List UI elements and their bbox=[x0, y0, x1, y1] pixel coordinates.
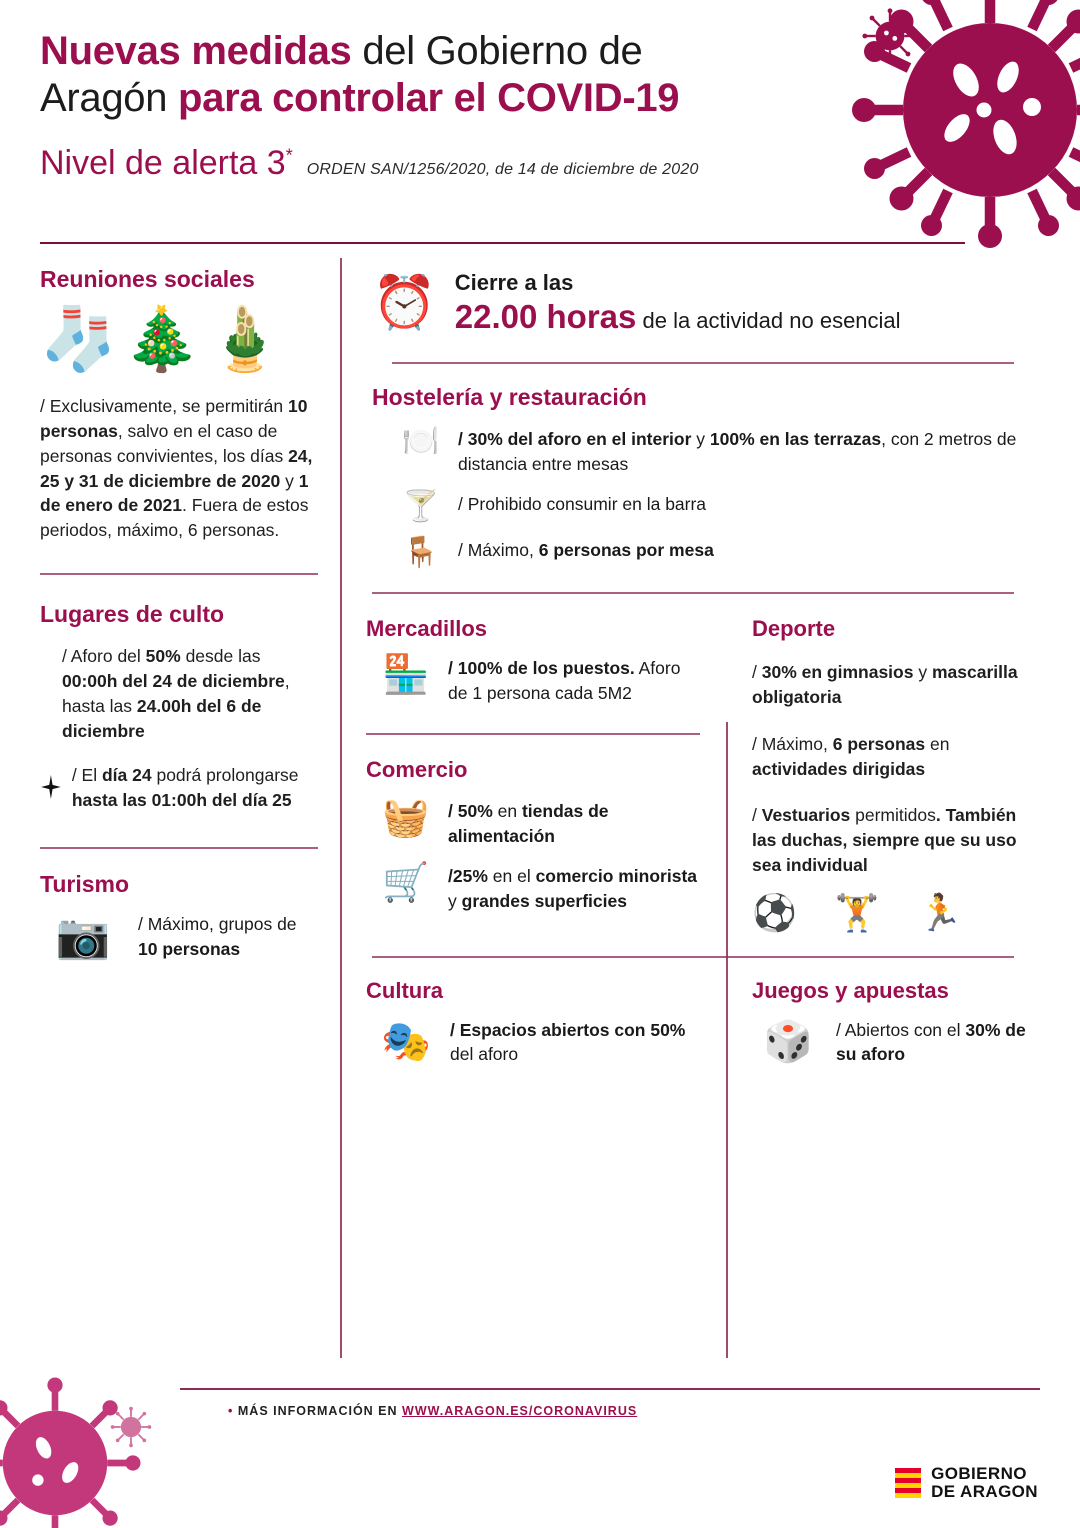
title-part-2: del Gobierno de bbox=[351, 29, 643, 73]
hosp-1-b: y bbox=[691, 429, 710, 449]
title-part-3: Aragón bbox=[40, 76, 178, 121]
sport-3-e: duchas, siempre que su uso sea individual bbox=[752, 830, 1017, 876]
gov-line-1: GOBIERNO bbox=[931, 1463, 1027, 1483]
more-info-label: MÁS INFORMACIÓN EN bbox=[237, 1404, 403, 1418]
right-area bbox=[340, 266, 1040, 1392]
section-heading-hospitality: Hostelería y restauración bbox=[372, 384, 647, 410]
culture-b: del aforo bbox=[450, 1044, 519, 1065]
coronavirus-footer-small-icon bbox=[108, 1404, 154, 1450]
sport-column bbox=[726, 616, 1040, 934]
gambling-b: 30% de su aforo bbox=[836, 1019, 1026, 1065]
order-reference: ORDEN SAN/1256/2020, de 14 de diciembre de 2020 bbox=[306, 161, 699, 179]
left-column bbox=[40, 266, 340, 1392]
markets-divider bbox=[366, 733, 700, 735]
sport-3-b: Vestuarios bbox=[761, 805, 851, 826]
hosp-1-d: , con 2 metros de distancia entre mesas bbox=[458, 429, 1017, 474]
gambling-text bbox=[836, 1018, 1040, 1067]
hospitality-3-text bbox=[458, 538, 714, 563]
food-basket-icon: 🧺 bbox=[382, 797, 430, 839]
sport-2-b: 6 personas bbox=[832, 733, 926, 754]
markets-item bbox=[366, 656, 700, 705]
right-divider-2 bbox=[372, 592, 1014, 594]
running-icon: 🏃 bbox=[917, 891, 963, 933]
hospitality-item-3 bbox=[372, 538, 1040, 568]
tourism-a: / Máximo, grupos de bbox=[138, 914, 297, 935]
social-text-b: 10 personas bbox=[40, 396, 308, 441]
social-text-g: . Fuera de estos periodos, máximo, 6 personas. bbox=[40, 495, 309, 541]
worship-1-b: 50% bbox=[145, 646, 181, 667]
section-heading-culture: Cultura bbox=[366, 977, 443, 1003]
markets-commerce-column bbox=[366, 616, 726, 934]
com-2-d: y bbox=[448, 890, 462, 911]
gambling-item bbox=[752, 1018, 1040, 1067]
header bbox=[0, 0, 1080, 252]
sport-1-d: mascarilla obligatoria bbox=[752, 662, 1018, 707]
social-text-c: , salvo en el caso de personas convivientes, los días bbox=[40, 420, 289, 466]
shopping-cart-icon: 🛒 bbox=[382, 862, 430, 904]
sport-item-2 bbox=[752, 732, 1040, 782]
tourism-item bbox=[40, 912, 318, 961]
header-divider bbox=[40, 242, 965, 244]
worship-1-f: 24.00h del 6 de diciembre bbox=[62, 695, 262, 741]
right-divider-1 bbox=[392, 362, 1014, 364]
social-text-f: 1 de enero de 2021 bbox=[40, 470, 309, 516]
alert-level-asterisk: * bbox=[285, 146, 293, 167]
alarm-clock-icon: ⏰ bbox=[372, 274, 437, 332]
sport-item-3 bbox=[752, 803, 1040, 878]
culture-column bbox=[366, 978, 726, 1083]
closing-time-block bbox=[366, 266, 1040, 336]
markets-b: Aforo de 1 persona cada 5M2 bbox=[448, 658, 681, 703]
section-heading-social: Reuniones sociales bbox=[40, 266, 255, 292]
com-1-c: tiendas de alimentación bbox=[448, 801, 609, 846]
com-2-c: comercio minorista bbox=[535, 866, 698, 886]
worship-2-a: / El bbox=[71, 765, 102, 786]
commerce-2-text bbox=[448, 864, 700, 913]
worship-1-c: desde las bbox=[180, 646, 261, 667]
table-chairs-icon: 🪑 bbox=[402, 536, 440, 569]
worship-item-1 bbox=[40, 644, 318, 743]
star-sparkle-icon bbox=[40, 763, 62, 811]
weightlifting-icon: 🏋️ bbox=[834, 891, 880, 933]
com-1-a: / 50% bbox=[448, 801, 493, 821]
hospitality-2-text: / Prohibido consumir en la barra bbox=[458, 494, 707, 514]
camera-icon: 📷 bbox=[55, 911, 111, 961]
markets-text bbox=[448, 656, 700, 705]
gambling-a: / Abiertos con el bbox=[836, 1019, 966, 1040]
commerce-1-text bbox=[448, 799, 700, 848]
section-heading-sport: Deporte bbox=[752, 616, 836, 641]
closing-text bbox=[455, 270, 901, 336]
government-logo bbox=[895, 1465, 1038, 1502]
culture-a: / Espacios abiertos con 50% bbox=[450, 1019, 686, 1040]
hosp-1-a: / 30% del aforo en el interior bbox=[458, 429, 692, 449]
com-2-a: /25% bbox=[448, 866, 488, 886]
sport-1-a: / bbox=[752, 662, 762, 682]
closing-line-1: Cierre a las bbox=[454, 270, 574, 295]
title-part-1: Nuevas medidas bbox=[40, 29, 352, 73]
tourism-b: 10 personas bbox=[138, 938, 241, 959]
left-divider-1 bbox=[40, 573, 318, 575]
sport-3-c: permitidos bbox=[850, 805, 936, 826]
section-heading-worship: Lugares de culto bbox=[40, 601, 225, 628]
market-stall-icon: 🏪 bbox=[382, 654, 430, 696]
sport-1-b: 30% en gimnasios bbox=[761, 662, 914, 682]
sport-2-c: en bbox=[925, 733, 950, 754]
hospitality-item-2 bbox=[372, 492, 1040, 522]
bottom-two-columns bbox=[366, 978, 1040, 1083]
hospitality-block bbox=[366, 384, 1040, 568]
page-title bbox=[40, 28, 860, 122]
alert-level bbox=[40, 144, 293, 183]
closing-hours: 22.00 horas bbox=[454, 298, 637, 335]
gambling-column bbox=[726, 978, 1040, 1083]
food-cloche-icon: 🍽️ bbox=[402, 425, 440, 458]
worship-1-a: / Aforo del bbox=[62, 646, 146, 667]
christmas-tree-icon: 🎄 bbox=[123, 305, 207, 374]
gov-line-2: DE ARAGON bbox=[931, 1482, 1038, 1502]
sport-item-1 bbox=[752, 660, 1040, 710]
soccer-ball-icon: ⚽ bbox=[752, 891, 797, 933]
hospitality-item-1 bbox=[372, 427, 1040, 476]
worship-2-b: día 24 bbox=[101, 765, 152, 786]
worship-item-2 bbox=[40, 763, 318, 813]
com-2-e: grandes superficies bbox=[461, 890, 627, 911]
com-1-b: en bbox=[492, 801, 522, 821]
coronavirus-small-icon bbox=[860, 6, 920, 66]
section-heading-gambling: Juegos y apuestas bbox=[752, 977, 949, 1003]
footer-divider bbox=[180, 1388, 1040, 1390]
section-heading-tourism: Turismo bbox=[40, 871, 130, 898]
closing-rest: de la actividad no esencial bbox=[636, 308, 901, 333]
right-divider-3 bbox=[372, 956, 1014, 958]
christmas-stocking-icon: 🧦 bbox=[40, 305, 124, 374]
social-text-a: / Exclusivamente, se permitirán bbox=[40, 396, 289, 416]
social-text-d: 24, 25 y 31 de diciembre de 2020 bbox=[40, 445, 313, 491]
markets-a: / 100% de los puestos. bbox=[448, 658, 635, 678]
culture-item bbox=[366, 1018, 700, 1067]
social-text bbox=[40, 394, 318, 543]
hosp-1-c: 100% en las terrazas bbox=[709, 429, 882, 449]
sport-1-c: y bbox=[913, 662, 932, 682]
worship-2-d: hasta las 01:00h del día 25 bbox=[71, 790, 292, 811]
hosp-3-b: 6 personas por mesa bbox=[538, 540, 714, 560]
sport-emojis bbox=[752, 892, 1040, 934]
culture-text bbox=[450, 1018, 700, 1067]
main-content bbox=[0, 252, 1080, 1392]
cocktail-icon: 🍸 bbox=[402, 490, 440, 523]
tourism-text bbox=[138, 912, 318, 961]
footer bbox=[0, 1388, 1080, 1528]
more-info-line bbox=[228, 1404, 637, 1418]
coronavirus-url-link[interactable]: WWW.ARAGON.ES/CORONAVIRUS bbox=[402, 1404, 638, 1418]
theatre-masks-icon: 🎭 bbox=[381, 1020, 431, 1065]
bullet-icon: • bbox=[228, 1404, 234, 1418]
social-text-e: y bbox=[280, 470, 299, 491]
com-2-b: en el bbox=[487, 866, 536, 886]
aragon-flag-icon bbox=[895, 1468, 921, 1498]
sport-3-a: / bbox=[752, 805, 762, 826]
title-part-4: para controlar el COVID-19 bbox=[178, 76, 680, 121]
commerce-item-2 bbox=[366, 864, 700, 913]
hosp-3-a: / Máximo, bbox=[458, 540, 539, 560]
section-heading-markets: Mercadillos bbox=[366, 616, 488, 641]
christmas-bauble-icon: 🎍 bbox=[206, 305, 290, 374]
alert-level-text: Nivel de alerta 3 bbox=[40, 144, 286, 183]
sport-3-d: . También las bbox=[752, 805, 1017, 851]
commerce-item-1 bbox=[366, 799, 700, 848]
dice-icon: 🎲 bbox=[763, 1020, 813, 1065]
social-emojis bbox=[40, 303, 318, 376]
worship-2-text bbox=[72, 763, 318, 813]
sport-2-a: / Máximo, bbox=[752, 733, 833, 754]
closing-line-2 bbox=[455, 298, 901, 336]
worship-2-c: podrá prolongarse bbox=[151, 765, 299, 786]
government-logo-text bbox=[931, 1465, 1038, 1502]
worship-1-d: 00:00h del 24 de diciembre bbox=[62, 670, 285, 691]
sport-2-d: actividades dirigidas bbox=[752, 758, 926, 779]
worship-1-e: , hasta las bbox=[62, 670, 290, 716]
section-heading-commerce: Comercio bbox=[366, 757, 468, 782]
hospitality-1-text bbox=[458, 427, 1040, 476]
left-divider-2 bbox=[40, 847, 318, 849]
middle-two-columns bbox=[366, 616, 1040, 934]
